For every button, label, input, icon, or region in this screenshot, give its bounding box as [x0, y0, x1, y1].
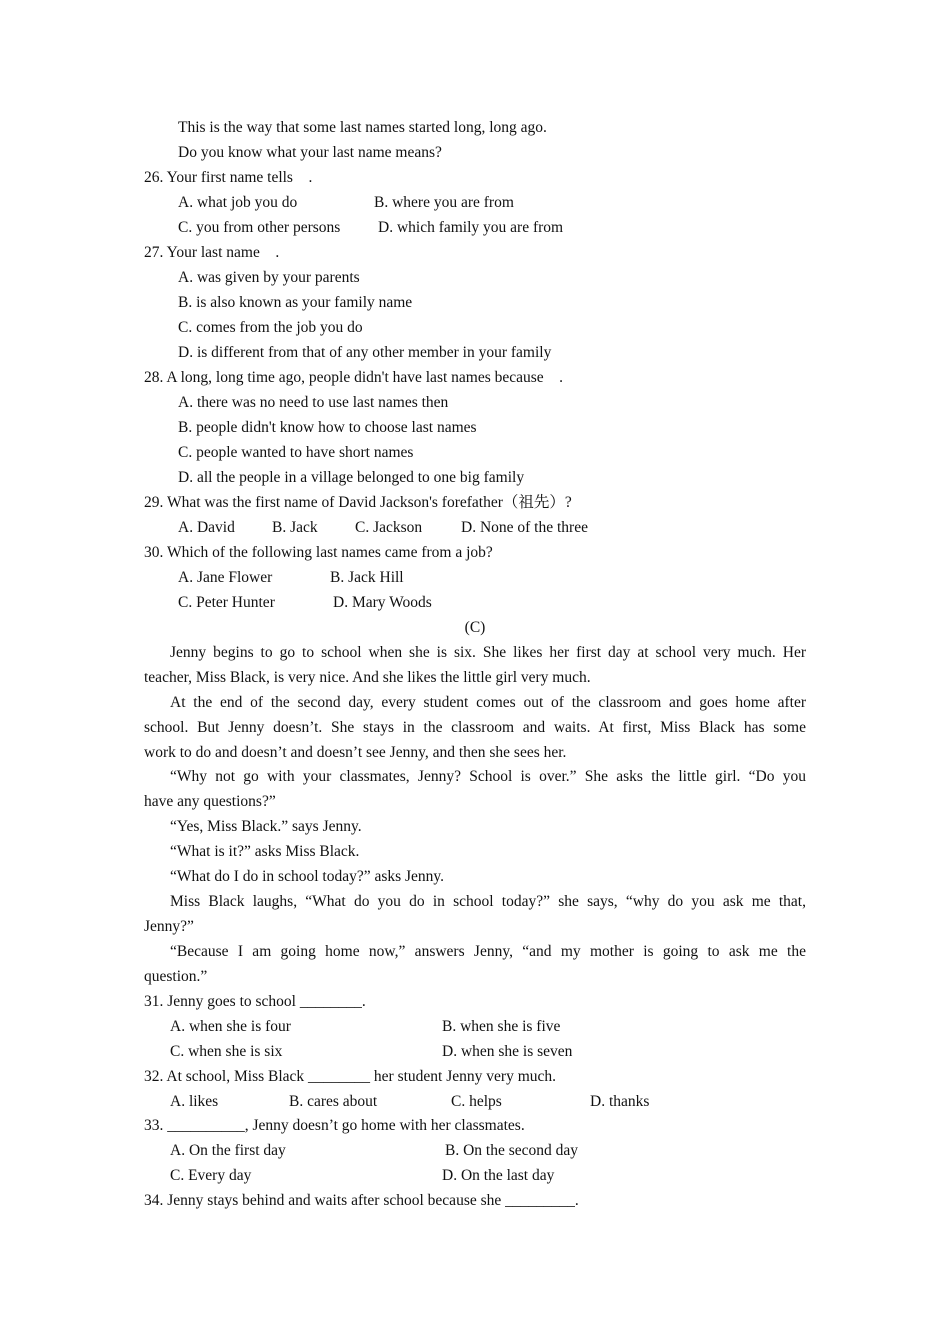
question-31-stem: 31. Jenny goes to school ________. — [144, 993, 366, 1010]
passage-line: “What is it?” asks Miss Black. — [170, 843, 360, 860]
option: C. helps — [451, 1093, 502, 1110]
passage-line: At the end of the second day, every student comes out of the classroom and goes home after — [170, 694, 806, 711]
option: D. thanks — [590, 1093, 650, 1110]
question-30-stem: 30. Which of the following last names came from a job? — [144, 544, 493, 561]
option: A. what job you do — [178, 194, 298, 211]
question-28-stem: 28. A long, long time ago, people didn't have last names because . — [144, 369, 564, 386]
option: B. On the second day — [445, 1142, 579, 1159]
option: D. Mary Woods — [333, 594, 432, 611]
option: C. Peter Hunter — [178, 594, 275, 611]
option: D. On the last day — [442, 1167, 555, 1184]
passage-line: “What do I do in school today?” asks Jenny. — [170, 868, 445, 885]
option: D. None of the three — [461, 519, 588, 536]
option: B. Jack Hill — [330, 569, 404, 586]
passage-line: question.” — [144, 968, 208, 985]
option: D. which family you are from — [378, 219, 564, 236]
passage-line: This is the way that some last names started long, long ago. — [178, 119, 547, 136]
passage-line: Jenny begins to go to school when she is six. She likes her first day at school very much. Her — [170, 644, 806, 661]
question-33-stem: 33. __________, Jenny doesn’t go home with her classmates. — [144, 1117, 525, 1134]
option: D. is different from that of any other member in your family — [178, 344, 552, 361]
option: B. people didn't know how to choose last names — [178, 419, 477, 436]
passage-line: “Because I am going home now,” answers Jenny, “and my mother is going to ask me the — [170, 943, 806, 960]
question-26-stem: 26. Your first name tells . — [144, 169, 313, 186]
passage-line: Jenny?” — [144, 918, 194, 935]
section-heading: (C) — [464, 619, 486, 636]
option: C. when she is six — [170, 1043, 283, 1060]
question-34-stem: 34. Jenny stays behind and waits after school because she _________. — [144, 1192, 579, 1209]
option: C. comes from the job you do — [178, 319, 363, 336]
option: C. Jackson — [355, 519, 423, 536]
passage-line: school. But Jenny doesn’t. She stays in the classroom and waits. At first, Miss Black has some — [144, 719, 806, 736]
passage-line: have any questions?” — [144, 793, 276, 810]
option: B. where you are from — [374, 194, 514, 211]
passage-line: Do you know what your last name means? — [178, 144, 442, 161]
option: B. is also known as your family name — [178, 294, 413, 311]
option: B. Jack — [272, 519, 318, 536]
option: A. likes — [170, 1093, 219, 1110]
option: A. Jane Flower — [178, 569, 273, 586]
passage-line: “Why not go with your classmates, Jenny? School is over.” She asks the little girl. “Do you — [170, 768, 806, 785]
passage-line: work to do and doesn’t and doesn’t see Jenny, and then she sees her. — [144, 744, 567, 761]
option: A. was given by your parents — [178, 269, 360, 286]
option: C. Every day — [170, 1167, 252, 1184]
passage-line: teacher, Miss Black, is very nice. And she likes the little girl very much. — [144, 669, 591, 686]
question-32-stem: 32. At school, Miss Black ________ her student Jenny very much. — [144, 1068, 556, 1085]
option: D. all the people in a village belonged to one big family — [178, 469, 525, 486]
option: B. when she is five — [442, 1018, 561, 1035]
passage-line: Miss Black laughs, “What do you do in school today?” she says, “why do you ask me that, — [170, 893, 806, 910]
option: A. there was no need to use last names then — [178, 394, 449, 411]
passage-line: “Yes, Miss Black.” says Jenny. — [170, 818, 362, 835]
question-29-stem: 29. What was the first name of David Jackson's forefather（祖先）? — [144, 494, 572, 511]
question-27-stem: 27. Your last name . — [144, 244, 280, 261]
option: C. you from other persons — [178, 219, 341, 236]
option: A. when she is four — [170, 1018, 291, 1035]
option: D. when she is seven — [442, 1043, 573, 1060]
option: C. people wanted to have short names — [178, 444, 414, 461]
option: A. On the first day — [170, 1142, 286, 1159]
option: B. cares about — [289, 1093, 378, 1110]
option: A. David — [178, 519, 235, 536]
